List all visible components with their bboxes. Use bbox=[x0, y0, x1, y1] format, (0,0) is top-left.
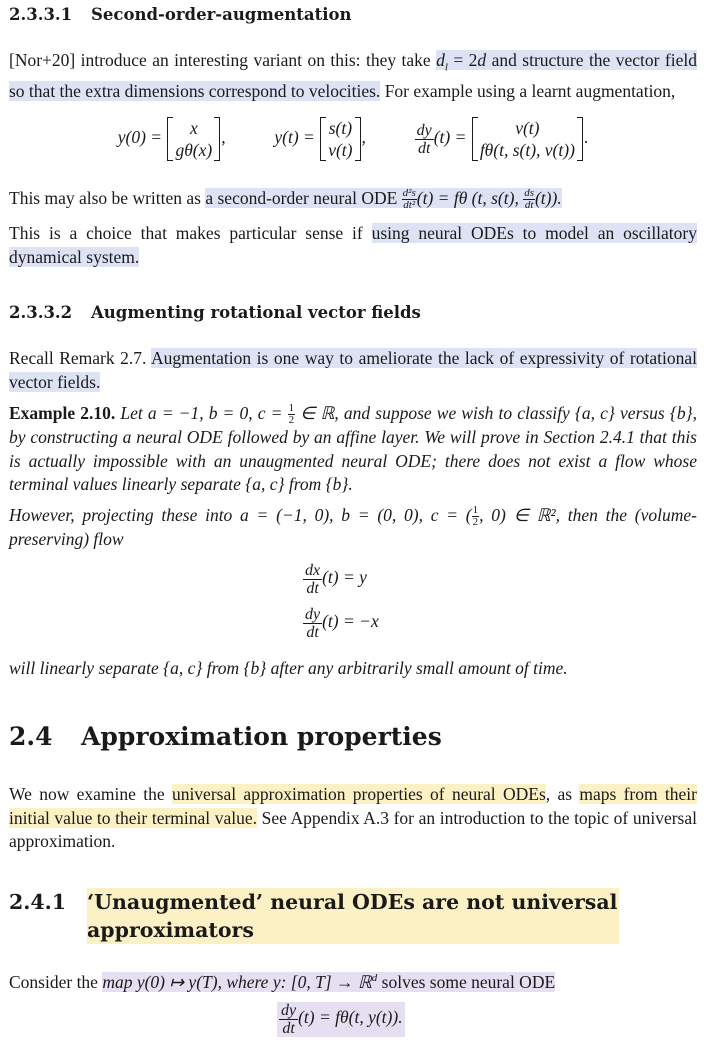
paragraph-map: Consider the map y(0) ↦ y(T), where y: [0, T] → ℝ$^d$ solves some neural ODE bbox=[9, 971, 556, 992]
text: [Nor+20] introduce an interesting variant on this: they take bbox=[9, 50, 437, 70]
paragraph-second-order: This may also be written as a second-order neural ODE $\frac{\text{d²s}}{\text{dt²}}$ (t) = fθ (t, s(t), $\frac{ds}{dt}$ (t)). bbox=[9, 187, 562, 212]
highlight-heading-241: ‘Unaugmented’ neural ODEs are not universal approximators bbox=[87, 890, 618, 942]
example-conclusion: will linearly separate {a, c} from {b} after any arbitrarily small amount of time. bbox=[9, 658, 568, 678]
section-heading-2331 bbox=[9, 5, 697, 24]
text: For example using a learnt augmentation, bbox=[380, 81, 676, 101]
section-number: 2.3.3.1 bbox=[9, 5, 73, 24]
highlight-second-order-ode: a second-order neural ODE $\frac{\text{d²s}}{\text{dt²}}$ (t) = fθ (t, s(t), $\frac{ds}{dt}$ (t)). bbox=[205, 187, 562, 212]
vector-y0: x gθ(x) bbox=[166, 117, 221, 161]
equation-augmentation: y(0) = x gθ(x) , y(t) = s(t) v(t) , $\frac{dy}{dt}$ (t) = v(t) fθ(t, s(t), v(t)) . bbox=[117, 118, 589, 160]
example-projection: However, projecting these into a = (−1, 0), b = (0, 0), c = ( $\frac{1}{2}$ , 0) ∈ ℝ², then the (volume-preserving) flow bbox=[9, 504, 697, 550]
section-heading-2332: 2.3.3.2 Augmenting rotational vector fields bbox=[9, 303, 421, 322]
paragraph-augmentation-intro bbox=[9, 49, 697, 104]
equation-flow-y: $\frac{dy}{dt}$ (t) = −x bbox=[305, 606, 379, 641]
equation-neural-ode: $\frac{dy}{dt}$ (t) = fθ(t, y(t)). bbox=[277, 1002, 405, 1037]
highlight-oscillatory: using neural ODEs to model an oscillatory dynamical system. bbox=[9, 223, 697, 267]
section-heading-241: 2.4.1 ‘Unaugmented’ neural ODEs are not universal approximators bbox=[9, 890, 618, 942]
example-2-10: Example 2.10. Let a = −1, b = 0, c = $\frac{1}{2}$ ∈ ℝ, and suppose we wish to classify {a, c} versus {b}, by constructing a neural ODE followed by an affine layer. We will prove in Section 2.4.1 that this is actually impossible with an unaugmented neural ODE; there does not exist a flow whose terminal values linearly separate {a, c} from {b}. bbox=[9, 402, 697, 495]
highlight-velocities: $d_l = 2d$ and structure the vector field so that the extra dimensions correspond to velocities. bbox=[9, 50, 697, 101]
vector-yt: s(t) v(t) bbox=[319, 117, 361, 161]
highlight-maps: maps from their initial value to their terminal value. bbox=[9, 784, 697, 828]
paragraph-approximation: We now examine the universal approximation properties of neural ODEs, as maps from their initial value to their terminal value. See Appendix A.3 for an introduction to the topic of universal approximation. bbox=[9, 784, 697, 851]
paragraph-rotational: Recall Remark 2.7. Augmentation is one way to ameliorate the lack of expressivity of rotational vector fields. bbox=[9, 348, 697, 392]
section-title: Second-order-augmentation bbox=[91, 5, 352, 24]
highlight-map: map y(0) ↦ y(T), where y: [0, T] → ℝ$^d$ solves some neural ODE bbox=[102, 971, 556, 992]
highlight-augmentation: Augmentation is one way to ameliorate the lack of expressivity of rotational vector fields. bbox=[9, 348, 697, 392]
fraction-dy-dt: $\frac{dy}{dt}$ bbox=[416, 121, 432, 157]
equation-flow-x: $\frac{dx}{dt}$ (t) = y bbox=[305, 562, 367, 597]
vector-rhs: v(t) fθ(t, s(t), v(t)) bbox=[471, 117, 584, 161]
section-heading-24: 2.4 Approximation properties bbox=[9, 722, 442, 751]
highlight-universal-approximation: universal approximation properties of neural ODEs bbox=[171, 784, 546, 804]
paragraph-oscillatory: This is a choice that makes particular sense if using neural ODEs to model an oscillatory dynamical system. bbox=[9, 223, 697, 267]
